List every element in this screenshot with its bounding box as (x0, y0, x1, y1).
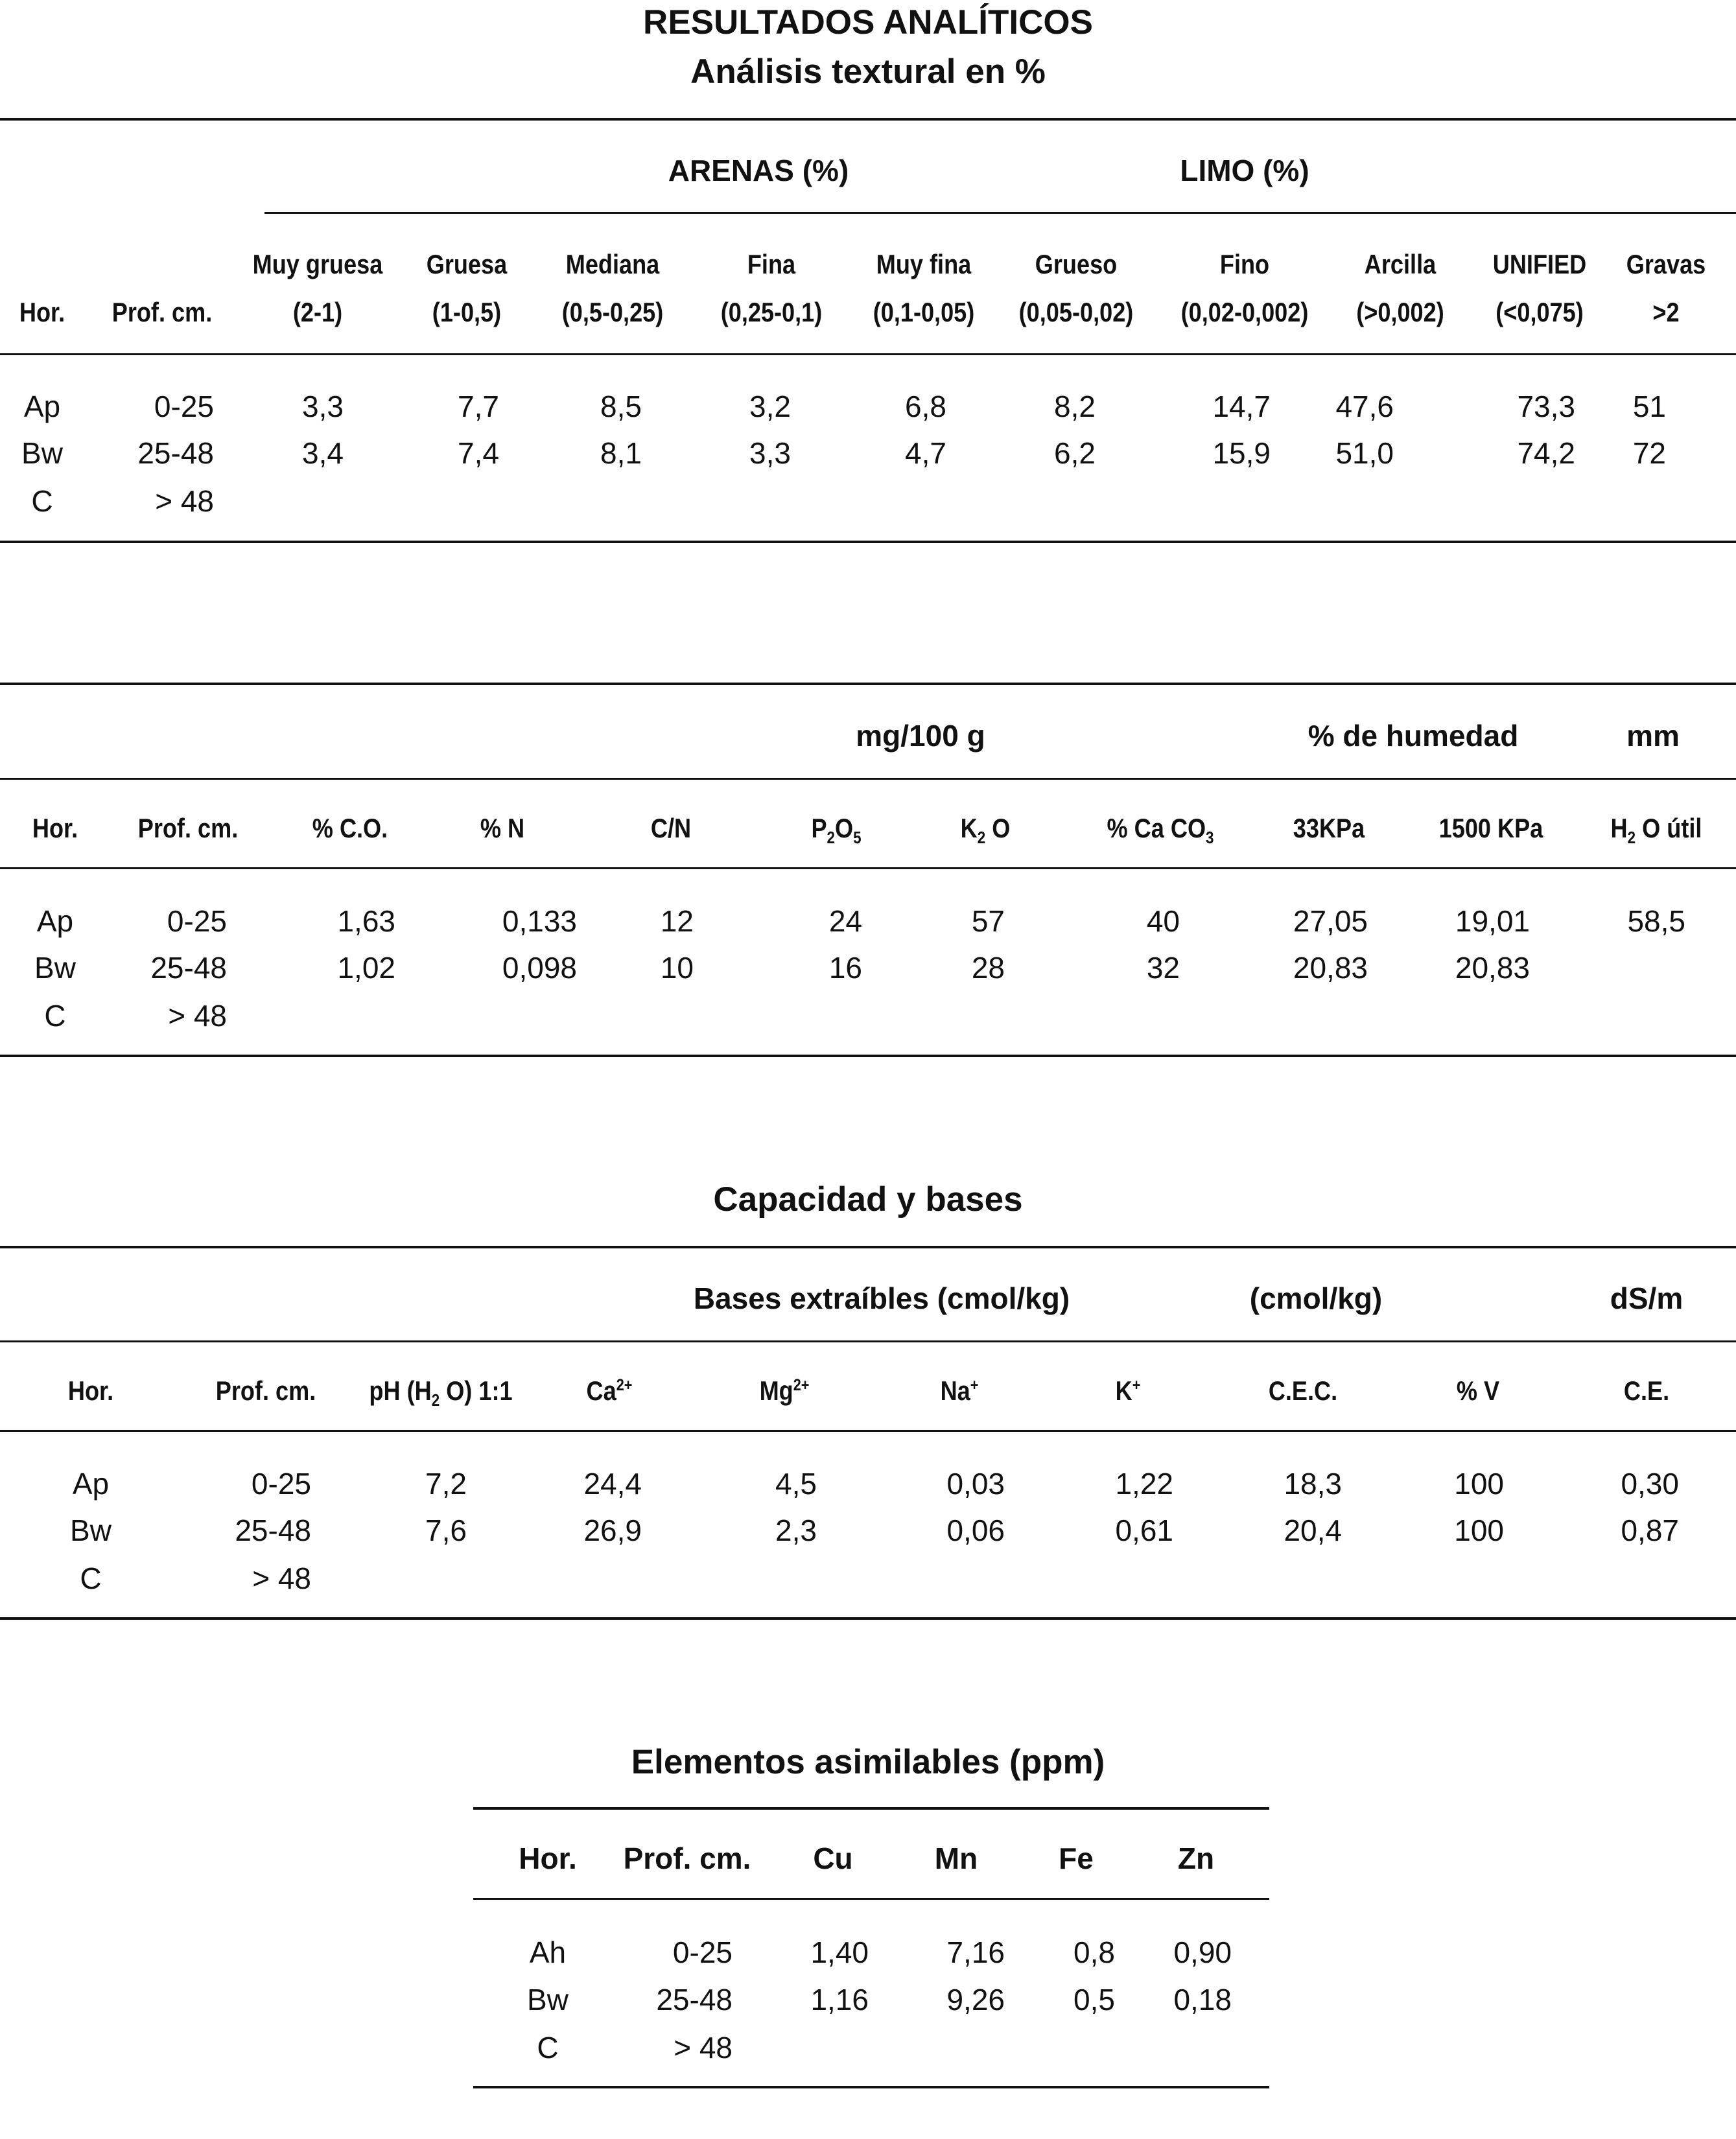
textural-cell: 7,7 (458, 390, 499, 423)
column-header: Prof. cm. (623, 1841, 751, 1875)
rule-top (473, 1807, 1269, 1810)
group-header-ds: dS/m (1610, 1281, 1683, 1315)
chemical-cell: 20,83 (1293, 951, 1368, 985)
column-header: Hor. (32, 813, 78, 843)
chemical-cell: 20,83 (1455, 951, 1530, 985)
group-header-limo: LIMO (%) (1180, 154, 1309, 187)
column-header (565, 1375, 654, 1407)
column-header: Fe (1059, 1841, 1094, 1875)
page-subtitle: Análisis textural en % (690, 53, 1046, 91)
rule-group (0, 1340, 1736, 1342)
chemical-cell: 28 (971, 951, 1005, 985)
chemical-cell: 32 (1146, 951, 1180, 985)
column-header-text: % Ca CO (1107, 813, 1206, 843)
column-header: C.E. (1623, 1375, 1670, 1406)
column-header-text: pH (H (369, 1375, 432, 1406)
elementos-cell: 0,18 (1173, 1983, 1232, 2016)
column-header-text: P (811, 813, 827, 843)
chemical-cell: 25-48 (150, 951, 227, 985)
textural-cell: Bw (21, 436, 63, 470)
textural-cell: > 48 (155, 484, 214, 518)
column-header: (2-1) (292, 297, 343, 327)
capacidad-cell: 26,9 (583, 1514, 642, 1547)
column-header (1083, 1375, 1173, 1407)
capacidad-cell: 24,4 (583, 1467, 642, 1501)
rule-header (0, 1430, 1736, 1432)
column-header-text2: O útil (1636, 813, 1702, 843)
rule-header (0, 353, 1736, 355)
column-header: Prof. cm. (137, 813, 239, 843)
rule-bottom (0, 1617, 1736, 1620)
capacidad-cell: 1,22 (1115, 1467, 1173, 1501)
elementos-cell: 7,16 (946, 1935, 1005, 1969)
capacidad-cell: 25-48 (235, 1514, 311, 1547)
capacidad-cell: 0-25 (251, 1467, 311, 1501)
chemical-cell: 1,63 (337, 904, 395, 938)
textural-cell: 4,7 (905, 436, 946, 470)
textural-cell: 3,4 (302, 436, 344, 470)
column-header: Gruesa (426, 249, 508, 279)
chemical-cell: 58,5 (1627, 904, 1685, 938)
elementos-cell: > 48 (674, 2031, 733, 2064)
capacidad-title: Capacidad y bases (713, 1180, 1023, 1219)
column-header-text: K (960, 813, 978, 843)
column-header-sup: + (1132, 1375, 1141, 1394)
column-header (1088, 813, 1233, 848)
column-header: (1-0,5) (432, 297, 502, 327)
textural-cell: 3,3 (302, 390, 344, 423)
textural-cell: Ap (23, 390, 61, 423)
chemical-cell: 57 (971, 904, 1005, 938)
chemical-cell: 0-25 (167, 904, 227, 938)
column-header: 33KPa (1293, 813, 1365, 843)
elementos-cell: 0,5 (1073, 1983, 1115, 2016)
elementos-cell: 9,26 (946, 1983, 1005, 2016)
elementos-cell: Ah (529, 1935, 567, 1969)
chemical-cell: 0,098 (502, 951, 577, 985)
column-header: Muy gruesa (252, 249, 383, 279)
column-header (734, 1375, 835, 1407)
textural-cell: 8,5 (600, 390, 642, 423)
column-header: (0,02-0,002) (1180, 297, 1309, 327)
column-header: % N (480, 813, 525, 843)
column-header: Grueso (1035, 249, 1118, 279)
textural-cell: 6,8 (905, 390, 946, 423)
textural-cell: 8,2 (1054, 390, 1096, 423)
textural-cell: 0-25 (154, 390, 214, 423)
rule-bottom (0, 541, 1736, 543)
column-header (363, 1375, 519, 1410)
chemical-cell: Ap (36, 904, 74, 938)
column-header: 1500 KPa (1438, 813, 1543, 843)
column-header-sub: 2 (1627, 828, 1636, 848)
column-header-sup: 2+ (793, 1375, 810, 1394)
column-header-text2: O) 1:1 (440, 1375, 513, 1406)
rule-top (0, 118, 1736, 121)
capacidad-cell: 7,2 (425, 1467, 467, 1501)
textural-cell: 14,7 (1212, 390, 1271, 423)
elementos-cell: 1,40 (810, 1935, 869, 1969)
column-header: Arcilla (1364, 249, 1437, 279)
column-header-text: H (1610, 813, 1628, 843)
elementos-cell: Bw (527, 1983, 569, 2016)
textural-cell: 51,0 (1335, 436, 1394, 470)
chemical-cell: 1,02 (337, 951, 395, 985)
group-header-bases: Bases extraíbles (cmol/kg) (693, 1281, 1070, 1315)
chemical-cell: 27,05 (1293, 904, 1368, 938)
capacidad-cell: 0,30 (1621, 1467, 1679, 1501)
capacidad-cell: 0,61 (1115, 1514, 1173, 1547)
column-header: (0,05-0,02) (1018, 297, 1134, 327)
chemical-cell: 40 (1146, 904, 1180, 938)
textural-cell: 3,3 (749, 436, 791, 470)
chemical-cell: 0,133 (502, 904, 577, 938)
textural-cell: 25-48 (137, 436, 214, 470)
column-header: Hor. (67, 1375, 114, 1406)
column-header-sub: 2 (827, 828, 835, 848)
chemical-cell: C (44, 999, 66, 1033)
column-header: Hor. (19, 297, 65, 327)
elementos-cell: 0-25 (672, 1935, 733, 1969)
capacidad-cell: 0,87 (1621, 1514, 1679, 1547)
column-header: Mediana (565, 249, 660, 279)
column-header: Fino (1219, 249, 1270, 279)
column-header: C.E.C. (1268, 1375, 1338, 1406)
capacidad-cell: 100 (1454, 1467, 1504, 1501)
capacidad-cell: > 48 (252, 1561, 311, 1595)
column-header: (<0,075) (1496, 297, 1584, 327)
capacidad-cell: 0,06 (946, 1514, 1005, 1547)
page-title: RESULTADOS ANALÍTICOS (643, 3, 1093, 41)
elementos-cell: 0,90 (1173, 1935, 1232, 1969)
column-header: C/N (650, 813, 692, 843)
capacidad-cell: 0,03 (946, 1467, 1005, 1501)
rule-top (0, 1246, 1736, 1248)
rule-header (0, 867, 1736, 869)
column-header-text: Mg (759, 1375, 793, 1406)
column-header: Fina (747, 249, 796, 279)
capacidad-cell: 18,3 (1284, 1467, 1342, 1501)
column-header-sup: 2+ (616, 1375, 633, 1394)
group-header-mm: mm (1626, 719, 1680, 753)
column-header: (0,25-0,1) (720, 297, 823, 327)
textural-cell: 74,2 (1517, 436, 1575, 470)
textural-cell: 51 (1632, 390, 1666, 423)
capacidad-cell: 2,3 (775, 1514, 817, 1547)
column-header: Hor. (519, 1841, 577, 1875)
capacidad-cell: Bw (70, 1514, 111, 1547)
chemical-cell: 10 (660, 951, 694, 985)
chemical-cell: 12 (660, 904, 694, 938)
textural-cell: 6,2 (1054, 436, 1096, 470)
column-header-sub: 2 (977, 828, 986, 848)
column-header-sub2: 5 (853, 828, 862, 848)
chemical-cell: > 48 (168, 999, 227, 1033)
column-header-sub: 2 (431, 1390, 440, 1410)
column-header (941, 813, 1030, 848)
column-header: Mn (934, 1841, 978, 1875)
capacidad-cell: 4,5 (775, 1467, 817, 1501)
capacidad-cell: 20,4 (1284, 1514, 1342, 1547)
chemical-cell: 16 (828, 951, 862, 985)
rule-top (0, 683, 1736, 685)
column-header: Cu (813, 1841, 853, 1875)
textural-cell: 3,2 (749, 390, 791, 423)
column-header (1592, 813, 1720, 848)
elementos-cell: 25-48 (656, 1983, 733, 2016)
column-header: Prof. cm. (111, 297, 213, 327)
rule-bottom (473, 2086, 1269, 2088)
column-header: Muy fina (876, 249, 972, 279)
capacidad-cell: Ap (72, 1467, 110, 1501)
elementos-cell: 0,8 (1073, 1935, 1115, 1969)
elementos-cell: 1,16 (810, 1983, 869, 2016)
column-header-sup: + (970, 1375, 979, 1394)
textural-cell: 73,3 (1517, 390, 1575, 423)
group-header-arenas: ARENAS (%) (668, 154, 849, 187)
textural-cell: 7,4 (458, 436, 499, 470)
column-header-text: K (1115, 1375, 1132, 1406)
column-header: (0,1-0,05) (873, 297, 975, 327)
column-header: Zn (1177, 1841, 1215, 1875)
capacidad-cell: C (80, 1561, 102, 1595)
column-header-text2: O (985, 813, 1011, 843)
textural-cell: 47,6 (1335, 390, 1394, 423)
textural-cell: 8,1 (600, 436, 642, 470)
column-header: Prof. cm. (215, 1375, 316, 1406)
group-header-humedad: % de humedad (1308, 719, 1519, 753)
column-header-text: Ca (586, 1375, 616, 1406)
column-header: % V (1456, 1375, 1500, 1406)
capacidad-cell: 7,6 (425, 1514, 467, 1547)
textural-cell: C (31, 484, 53, 518)
column-header-sub: 3 (1206, 828, 1214, 848)
elementos-title: Elementos asimilables (ppm) (631, 1743, 1105, 1781)
column-header (915, 1375, 1004, 1407)
rule-bottom (0, 1055, 1736, 1057)
rule-group (264, 212, 1736, 214)
column-header: Gravas (1626, 249, 1706, 279)
textural-cell: 15,9 (1212, 436, 1271, 470)
rule-group (0, 778, 1736, 780)
textural-cell: 72 (1632, 436, 1666, 470)
column-header: >2 (1652, 297, 1680, 327)
column-header: UNIFIED (1492, 249, 1587, 279)
chemical-cell: 19,01 (1455, 904, 1530, 938)
column-header: (>0,002) (1356, 297, 1444, 327)
column-header-text: Na (940, 1375, 970, 1406)
capacidad-cell: 100 (1454, 1514, 1504, 1547)
column-header: (0,5-0,25) (561, 297, 664, 327)
elementos-cell: C (537, 2031, 559, 2064)
column-header-text2: O (834, 813, 854, 843)
chemical-cell: 24 (828, 904, 862, 938)
chemical-cell: Bw (34, 951, 76, 985)
group-header-mg: mg/100 g (856, 719, 985, 753)
column-header: % C.O. (312, 813, 388, 843)
group-header-cmol: (cmol/kg) (1249, 1281, 1383, 1315)
rule-header (473, 1898, 1269, 1900)
column-header (786, 813, 887, 848)
